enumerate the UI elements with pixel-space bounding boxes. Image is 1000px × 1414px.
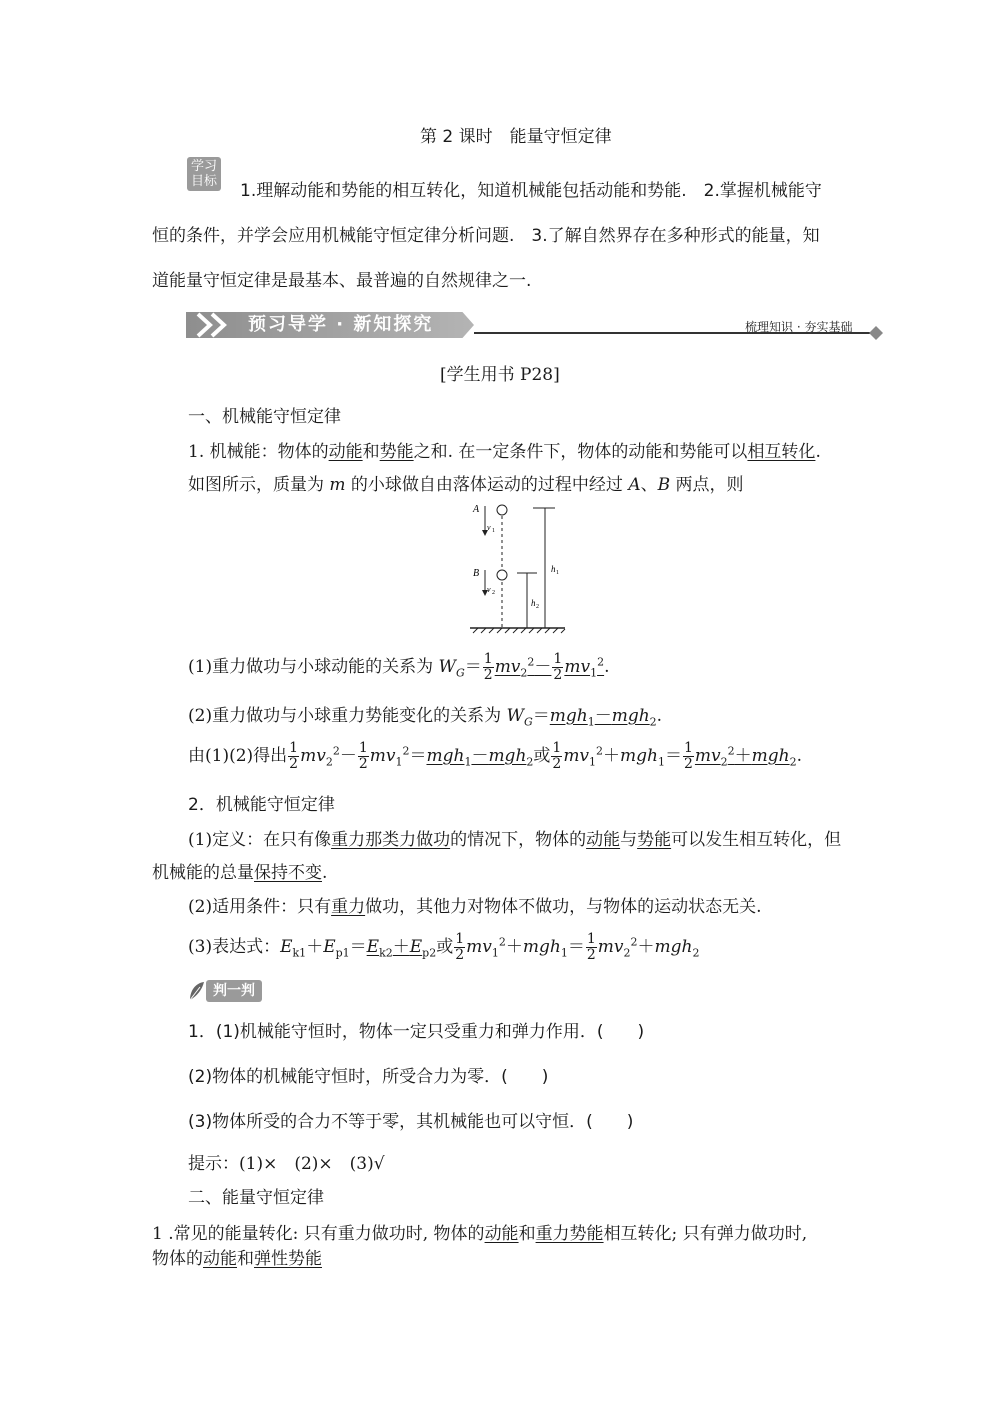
label-v2: v	[487, 585, 491, 594]
figure-intro	[188, 470, 744, 495]
answer-kinetic: 动能	[586, 830, 621, 850]
var-m: m	[329, 475, 346, 495]
conservation-condition: (2)适用条件：只有重力做功，其他力对物体不做功，与物体的运动状态无关.	[188, 897, 762, 917]
fraction-half: $\frac{1}{2}$	[586, 931, 596, 963]
text: ＝	[464, 657, 482, 677]
answer-gravity-type: 重力那类力做功	[331, 830, 451, 850]
label-v1: v	[487, 523, 491, 532]
ball-at-B	[497, 570, 507, 580]
answer-elastic-potential: 弹性势能	[254, 1249, 322, 1269]
objectives-line2: 恒的条件，并学会应用机械能守恒定律分析问题. 3.了解自然界存在多种形式的能量，知	[152, 226, 820, 246]
fraction-half: $\frac{1}{2}$	[455, 931, 465, 963]
sub: G	[455, 666, 465, 680]
badge-line2: 目标	[190, 174, 217, 189]
judge-hint: 提示：(1)× (2)× (3)√	[188, 1154, 385, 1174]
label-h1: h	[551, 564, 556, 574]
banner-subtitle: 梳理知识 · 夯实基础	[745, 320, 853, 334]
section2-heading: 二、能量守恒定律	[188, 1188, 324, 1208]
energy-conversion-line1: 1 .常见的能量转化: 只有重力做功时, 物体的动能和重力势能相互转化; 只有弹力做功时,	[152, 1224, 808, 1244]
var-A: A	[628, 475, 641, 495]
fraction-half: $\frac{1}{2}$	[289, 740, 299, 772]
section1-heading: 一、机械能守恒定律	[188, 407, 341, 427]
judge-question-2: (2)物体的机械能守恒时，所受合力为零．( )	[188, 1067, 549, 1087]
subsection2-heading: 2．机械能守恒定律	[188, 795, 335, 815]
answer-potential: 势能	[379, 442, 414, 462]
label-v1-sub: 1	[492, 528, 495, 534]
text: 如图所示，质量为	[188, 475, 330, 495]
conservation-def-line2: 机械能的总量保持不变.	[152, 863, 328, 883]
mech-energy-def	[188, 437, 821, 462]
conservation-expression: (3)表达式：$E_{k1}+E_{p1}=E_{k2}+E_{p2}$或 $\frac{1}{2}$ $mv_1^2+mgh_1=$ $\frac{1}{2}$ $mv_2^2+mgh_2$	[188, 931, 700, 963]
answer-kinetic: 动能	[203, 1249, 237, 1269]
page-title: 第 2 课时 能量守恒定律	[420, 127, 612, 147]
var: W	[506, 706, 524, 726]
objectives-badge	[187, 157, 221, 191]
text: 之和. 在一定条件下，物体的动能和势能可以	[413, 442, 748, 462]
conservation-def-line1: (1)定义：在只有像重力那类力做功的情况下，物体的动能与势能可以发生相互转化，但	[188, 830, 842, 850]
banner-title: 预习导学 · 新知探究	[248, 314, 434, 335]
objectives-line1: 1.理解动能和势能的相互转化，知道机械能包括动能和势能. 2.掌握机械能守	[240, 181, 822, 201]
answer-gravity-potential: 重力势能	[535, 1224, 604, 1244]
fraction-half: $\frac{1}{2}$	[483, 651, 493, 683]
text: 两点，则	[670, 475, 744, 495]
term: mv	[494, 657, 521, 677]
var-B: B	[657, 475, 671, 495]
text: .	[815, 442, 821, 462]
equation-2: (2)重力做功与小球重力势能变化的关系为 $W_G=mgh_1-mgh_2$.	[188, 706, 663, 729]
objectives-line3: 道能量守恒定律是最基本、最普遍的自然规律之一.	[152, 271, 532, 291]
leaf-icon	[186, 980, 206, 1002]
fraction-half: $\frac{1}{2}$	[358, 740, 368, 772]
label-B: B	[473, 568, 480, 579]
fraction-half: $\frac{1}{2}$	[684, 740, 693, 772]
book-reference: [学生用书 P28]	[440, 365, 560, 385]
badge-line1: 学习	[190, 159, 217, 174]
text: 由(1)(2)得出	[188, 746, 288, 766]
term: mgh	[549, 706, 588, 726]
judge-tag: 判一判	[206, 980, 262, 1002]
term: mv	[564, 657, 591, 677]
equation-1: (1)重力做功与小球动能的关系为 $W_G=$ $\frac{1}{2}$ $mv_2^2-$ $\frac{1}{2}$ $mv_1^2$.	[188, 651, 610, 683]
label-h2: h	[531, 598, 536, 608]
label-h1-sub: 1	[556, 570, 559, 576]
label-h2-sub: 2	[536, 604, 539, 610]
text: 的小球做自由落体运动的过程中经过	[345, 475, 629, 495]
free-fall-diagram	[465, 500, 575, 635]
chevron-arrows-icon	[194, 312, 238, 338]
answer-convert: 相互转化	[747, 442, 816, 462]
text: 1. 机械能：物体的	[188, 442, 329, 462]
text: 、	[640, 475, 658, 495]
answer-potential: 势能	[637, 830, 672, 850]
label-A: A	[473, 504, 480, 515]
judge-question-3: (3)物体所受的合力不等于零，其机械能也可以守恒．( )	[188, 1112, 634, 1132]
term: mgh	[611, 706, 650, 726]
diamond-icon	[869, 326, 883, 340]
ball-at-A	[497, 505, 507, 515]
text: (1)重力做功与小球动能的关系为	[188, 657, 439, 677]
answer-kinetic: 动能	[484, 1224, 519, 1244]
judge-question-1: 1．(1)机械能守恒时，物体一定只受重力和弹力作用．( )	[188, 1022, 645, 1042]
fraction-half: $\frac{1}{2}$	[553, 651, 563, 683]
energy-conversion-line2: 物体的动能和弹性势能	[152, 1249, 322, 1269]
var: W	[438, 657, 456, 677]
answer-kinetic: 动能	[328, 442, 363, 462]
equation-3: 由(1)(2)得出 $\frac{1}{2}$ $mv_2^2-$ $\frac{1}{2}$ $mv_1^2=mgh_1-mgh_2$或 $\frac{1}{2}$ $mv_1^2+mgh_1=$ $\frac{1}{2}$ $mv_2^2+mgh_2$.	[188, 740, 803, 772]
answer-constant: 保持不变	[254, 863, 322, 883]
text: (2)重力做功与小球重力势能变化的关系为	[188, 706, 507, 726]
text: 和	[362, 442, 380, 462]
answer-gravity: 重力	[331, 897, 366, 917]
label-v2-sub: 2	[492, 590, 495, 596]
fraction-half: $\frac{1}{2}$	[552, 740, 562, 772]
